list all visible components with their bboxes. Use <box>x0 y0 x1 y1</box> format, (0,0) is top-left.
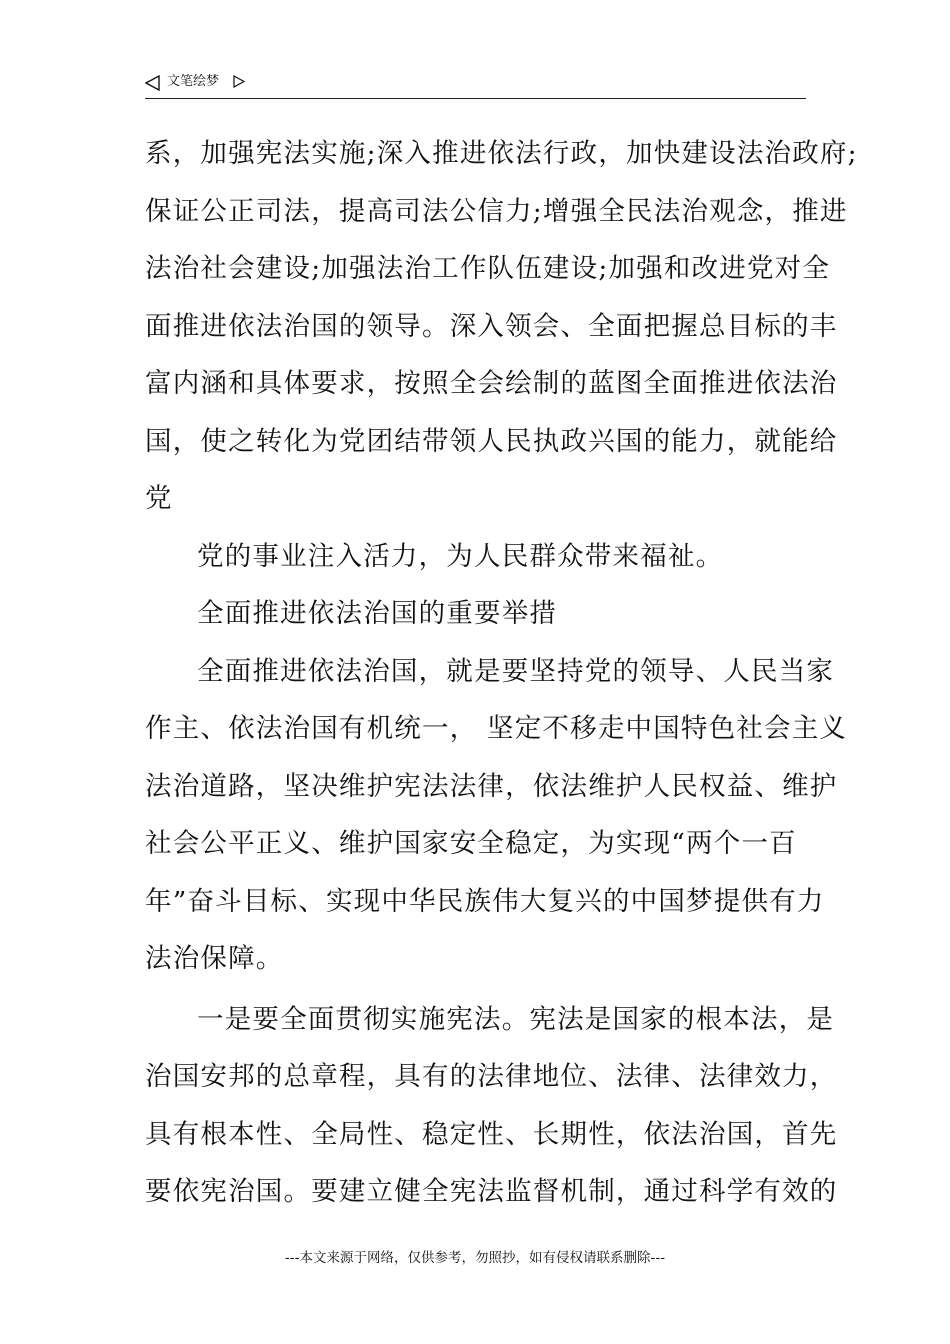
triangle-right-icon <box>233 75 245 88</box>
text-line: 全面推进依法治国，就是要坚持党的领导、人民当家 <box>197 655 835 687</box>
text-line: 要依宪治国。要建立健全宪法监督机制，通过科学有效的 <box>145 1176 838 1207</box>
text-line: 具有根本性、全局性、稳定性、长期性，依法治国，首先 <box>145 1118 838 1150</box>
text-line: 面推进依法治国的领导。深入领会、全面把握总目标的丰 <box>145 310 838 342</box>
section-heading: 全面推进依法治国的重要举措 <box>197 598 558 629</box>
text-line: 系，加强宪法实施;深入推进依法行政，加快建设法治政府; <box>145 138 858 169</box>
text-line: 保证公正司法，提高司法公信力;增强全民法治观念，推进 <box>145 195 848 227</box>
document-body <box>145 125 858 1221</box>
page-footer: ---本文来源于网络，仅供参考，勿照抄，如有侵权请联系删除--- <box>284 1250 666 1266</box>
text-line: 作主、依法治国有机统一， 坚定不移走中国特色社会主义 <box>145 713 848 744</box>
text-line: 国，使之转化为党团结带领人民执政兴国的能力，就能给 <box>145 425 838 457</box>
text-line: 一是要全面贯彻实施宪法。宪法是国家的根本法，是 <box>197 1003 835 1035</box>
text-line: 社会公平正义、维护国家安全稳定，为实现“两个一百 <box>145 828 797 859</box>
text-line: 年”奋斗目标、实现中华民族伟大复兴的中国梦提供有力 <box>145 885 825 917</box>
text-line: 法治保障。 <box>145 943 284 974</box>
text-line: 党 <box>145 483 173 514</box>
text-line: 治国安邦的总章程，具有的法律地位、法律、法律效力， <box>145 1061 838 1092</box>
text-line: 富内涵和具体要求，按照全会绘制的蓝图全面推进依法治 <box>145 368 838 399</box>
text-line: 法治社会建设;加强法治工作队伍建设;加强和改进党对全 <box>145 253 831 284</box>
text-line: 法治道路，坚决维护宪法法律，依法维护人民权益、维护 <box>145 770 838 802</box>
triangle-left-icon <box>145 75 161 91</box>
page-header <box>145 72 806 99</box>
header-title: 文笔绘梦 <box>167 74 220 89</box>
text-line: 党的事业注入活力，为人民群众带来福祉。 <box>197 540 724 572</box>
